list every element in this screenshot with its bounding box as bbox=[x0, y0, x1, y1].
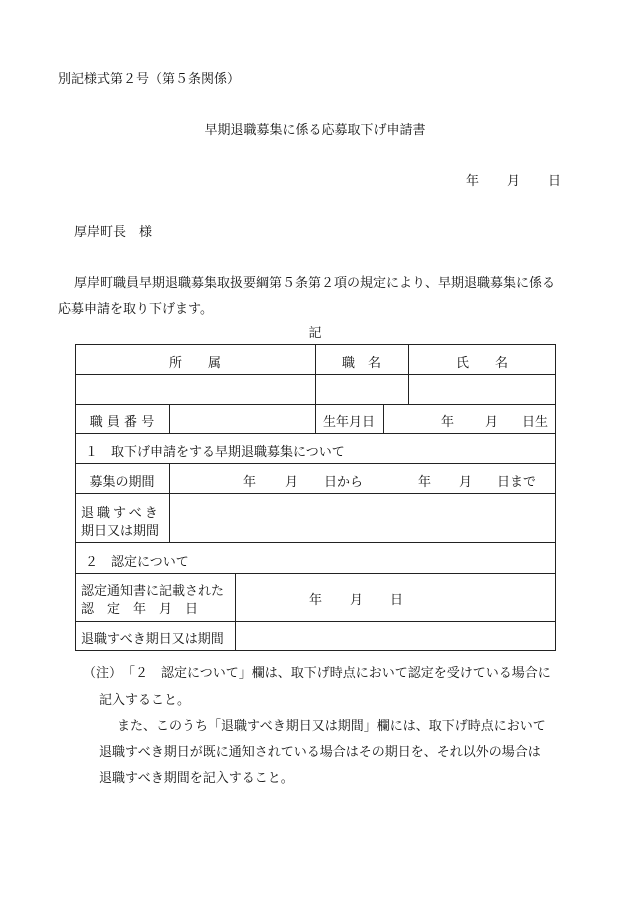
employee-number-field[interactable] bbox=[171, 406, 314, 432]
period-to-month: 月 bbox=[459, 475, 473, 490]
period-to-suffix: 日まで bbox=[497, 475, 537, 490]
notice-month-label: 月 bbox=[350, 593, 364, 608]
employee-number-label: 職 員 番 号 bbox=[89, 415, 155, 430]
note-line-2: 記入すること。 bbox=[99, 693, 191, 708]
date-year-label: 年 bbox=[466, 174, 480, 189]
period-from-month: 月 bbox=[285, 475, 299, 490]
notice-label-line-2: 認 定 年 月 日 bbox=[81, 602, 199, 617]
note-line-3: また、このうち「退職すべき期日又は期間」欄には、取下げ時点において bbox=[117, 719, 546, 734]
retire2-field[interactable] bbox=[237, 623, 554, 649]
position-label: 職 名 bbox=[341, 356, 381, 371]
date-month-label: 月 bbox=[507, 174, 521, 189]
retire-label-line-2: 期日又は期間 bbox=[81, 524, 160, 539]
birth-month-label: 月 bbox=[485, 415, 499, 430]
period-to-year: 年 bbox=[418, 475, 432, 490]
period-label: 募集の期間 bbox=[89, 475, 155, 490]
submission-date bbox=[466, 170, 561, 189]
document-title: 早期退職募集に係る応募取下げ申請書 bbox=[204, 123, 426, 138]
birth-year-label: 年 bbox=[441, 415, 455, 430]
note-line-5: 退職すべき期間を記入すること。 bbox=[99, 771, 294, 786]
name-label: 氏 名 bbox=[455, 356, 508, 371]
birth-date-label: 生年月日 bbox=[322, 415, 375, 430]
affiliation-label: 所 属 bbox=[168, 356, 221, 371]
notice-year-label: 年 bbox=[309, 593, 323, 608]
retire-label-line-1: 退職すべき bbox=[81, 506, 161, 521]
notice-day-label: 日 bbox=[390, 593, 404, 608]
body-text-line-1: 厚岸町職員早期退職募集取扱要綱第５条第２項の規定により、早期退職募集に係る bbox=[74, 276, 556, 291]
position-field[interactable] bbox=[317, 376, 407, 403]
ki-heading: 記 bbox=[308, 326, 322, 341]
section-2-title: ２ 認定について bbox=[85, 555, 189, 570]
note-line-4: 退職すべき期日が既に通知されている場合はその期日を、それ以外の場合は bbox=[99, 745, 541, 760]
name-field[interactable] bbox=[410, 376, 554, 403]
period-from-year: 年 bbox=[243, 475, 257, 490]
retire-date-field[interactable] bbox=[171, 495, 554, 541]
form-reference: 別記様式第２号（第５条関係） bbox=[58, 72, 241, 87]
body-text-line-2: 応募申請を取り下げます。 bbox=[58, 302, 213, 317]
period-from-suffix: 日から bbox=[324, 475, 364, 490]
notice-label-line-1: 認定通知書に記載された bbox=[81, 584, 225, 599]
note-line-1: 「２ 認定について」欄は、取下げ時点において認定を受けている場合に bbox=[122, 666, 551, 681]
section-1-title: １ 取下げ申請をする早期退職募集について bbox=[85, 445, 345, 460]
date-day-label: 日 bbox=[548, 174, 562, 189]
affiliation-field[interactable] bbox=[78, 376, 314, 403]
retire2-label: 退職すべき期日又は期間 bbox=[81, 632, 224, 647]
application-form-table bbox=[75, 344, 556, 651]
birth-day-label: 日生 bbox=[522, 415, 549, 430]
addressee: 厚岸町長 様 bbox=[74, 225, 153, 240]
note-mark: （注） bbox=[83, 666, 123, 681]
